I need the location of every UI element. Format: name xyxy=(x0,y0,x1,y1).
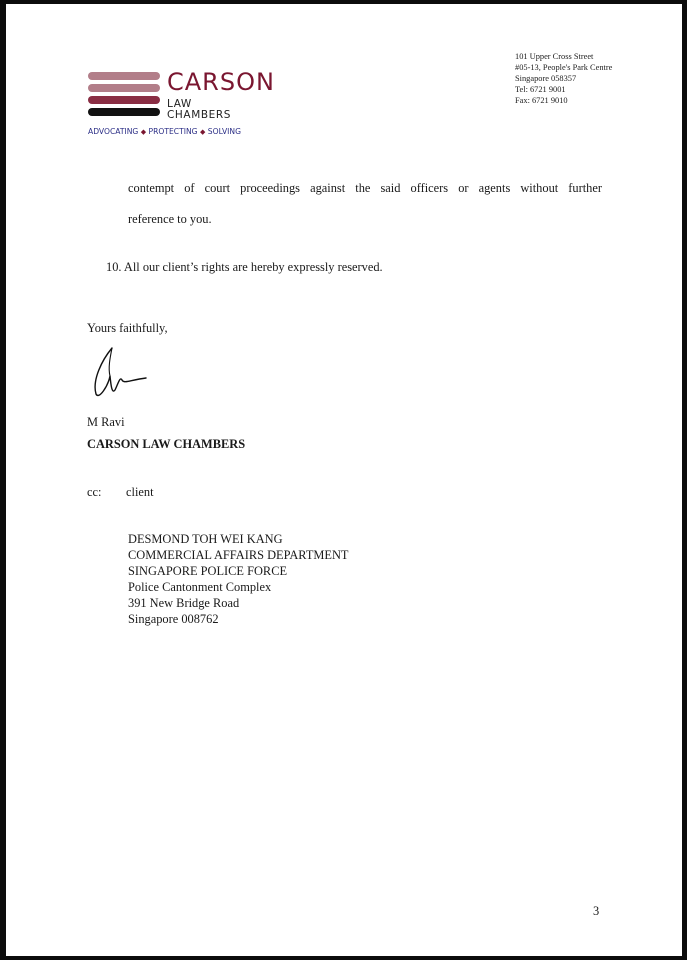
recipient-line: 391 New Bridge Road xyxy=(128,596,240,610)
body-continuation-line: contempt of court proceedings against the said officers or agents without further xyxy=(128,181,602,195)
address-line: 101 Upper Cross Street xyxy=(515,52,594,61)
address-telephone: Tel: 6721 9001 xyxy=(515,85,566,94)
recipient-address xyxy=(128,531,349,627)
firm-name: CARSON xyxy=(167,68,275,96)
salutation: Yours faithfully, xyxy=(87,321,168,335)
page-number: 3 xyxy=(593,904,600,918)
recipient-line: DESMOND TOH WEI KANG xyxy=(128,532,283,546)
cc-label: cc: xyxy=(87,485,102,499)
signatory-firm: CARSON LAW CHAMBERS xyxy=(87,437,246,451)
letter-page xyxy=(6,4,682,956)
logo-bar-1 xyxy=(88,72,160,80)
recipient-line: Singapore 008762 xyxy=(128,612,219,626)
recipient-line: COMMERCIAL AFFAIRS DEPARTMENT xyxy=(128,548,349,562)
tagline-item-1: ADVOCATING xyxy=(88,127,139,136)
logo-bar-4 xyxy=(88,108,160,116)
cc-value: client xyxy=(126,485,154,499)
signature-image xyxy=(86,342,156,402)
recipient-line: SINGAPORE POLICE FORCE xyxy=(128,564,288,578)
address-line: #05-13, People's Park Centre xyxy=(515,63,613,72)
logo-bar-2 xyxy=(88,84,160,92)
firm-sub-law: LAW xyxy=(167,98,192,110)
tagline xyxy=(88,127,241,136)
address-line: Singapore 058357 xyxy=(515,74,577,83)
tagline-item-2: PROTECTING xyxy=(148,127,198,136)
firm-sub-chambers: CHAMBERS xyxy=(167,109,232,121)
signatory-name: M Ravi xyxy=(87,415,125,429)
recipient-line: Police Cantonment Complex xyxy=(128,580,272,594)
address-fax: Fax: 6721 9010 xyxy=(515,96,568,105)
firm-address xyxy=(515,51,612,106)
tagline-item-3: SOLVING xyxy=(207,127,241,136)
paragraph-10: 10. All our client’s rights are hereby expressly reserved. xyxy=(106,260,383,274)
diamond-icon: ◆ xyxy=(140,128,147,136)
logo-bar-3 xyxy=(88,96,160,104)
body-continuation-end: reference to you. xyxy=(128,212,212,226)
diamond-icon: ◆ xyxy=(199,128,206,136)
